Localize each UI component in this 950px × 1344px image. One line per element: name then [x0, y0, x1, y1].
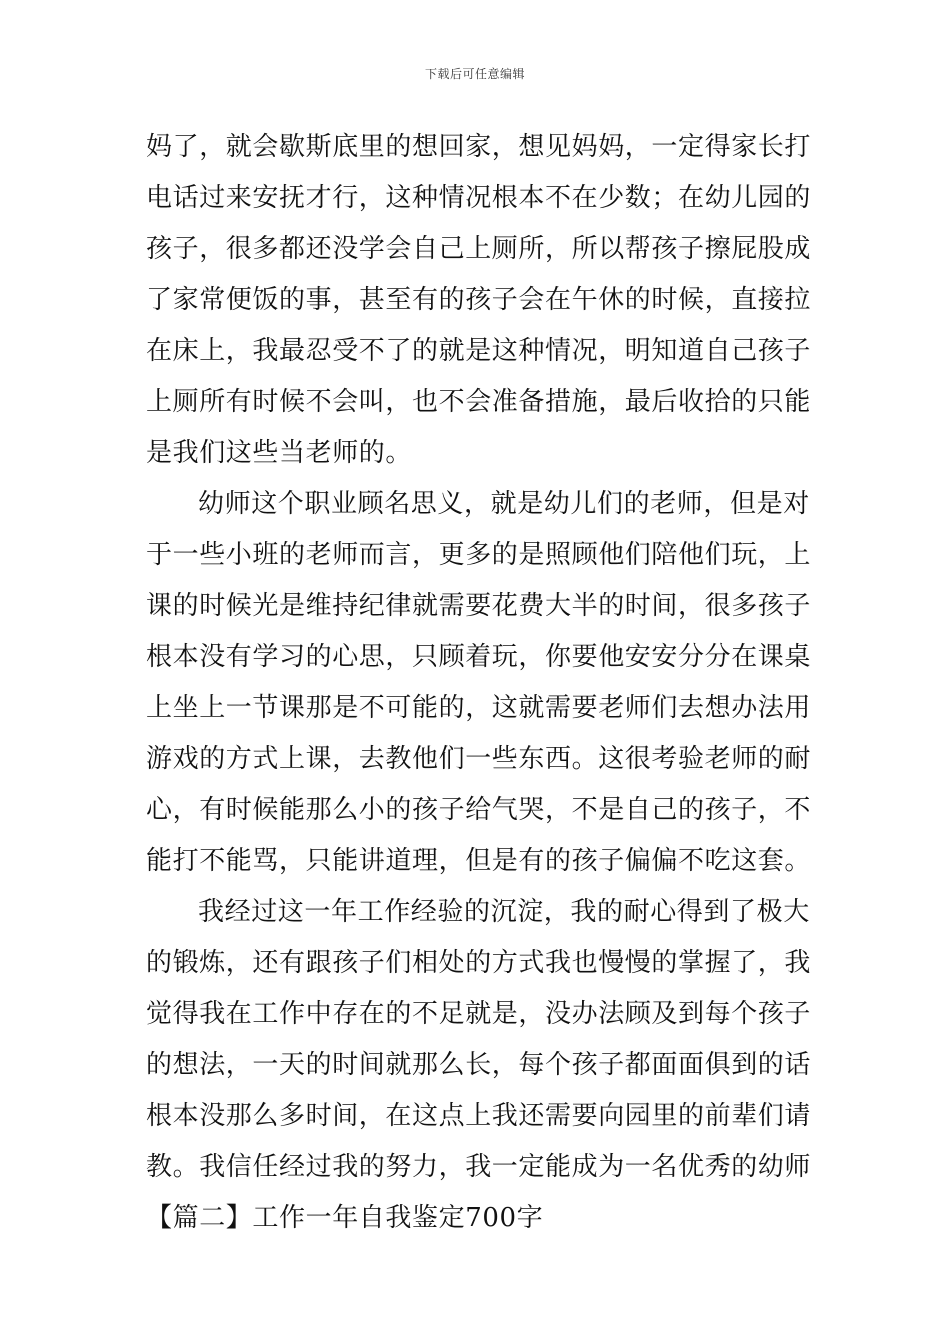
text-line: 是我们这些当老师的。 — [146, 438, 413, 468]
text-line: 电话过来安抚才行，这种情况根本不在少数；在幼儿园的 — [146, 183, 812, 213]
page-header: 下载后可任意编辑 — [424, 67, 525, 81]
text-line: 教。我信任经过我的努力，我一定能成为一名优秀的幼师 — [146, 1152, 812, 1182]
text-line: 上坐上一节课那是不可能的，这就需要老师们去想办法用 — [146, 693, 812, 723]
text-line: 觉得我在工作中存在的不足就是，没办法顾及到每个孩子 — [146, 999, 812, 1029]
paragraph-start-line: 我经过这一年工作经验的沉淀，我的耐心得到了极大 — [198, 897, 810, 927]
text-line: 妈了，就会歇斯底里的想回家，想见妈妈，一定得家长打 — [146, 132, 812, 162]
text-line: 在床上，我最忍受不了的就是这种情况，明知道自己孩子 — [146, 336, 812, 366]
paragraph-start-line: 幼师这个职业顾名思义，就是幼儿们的老师，但是对 — [198, 489, 810, 519]
section-heading: 【篇二】工作一年自我鉴定700字 — [146, 1203, 544, 1233]
text-line: 课的时候光是维持纪律就需要花费大半的时间，很多孩子 — [146, 591, 812, 621]
text-line: 根本没有学习的心思，只顾着玩，你要他安安分分在课桌 — [146, 642, 812, 672]
text-line: 根本没那么多时间，在这点上我还需要向园里的前辈们请 — [146, 1101, 812, 1131]
text-line: 游戏的方式上课，去教他们一些东西。这很考验老师的耐 — [146, 744, 812, 774]
text-line: 的锻炼，还有跟孩子们相处的方式我也慢慢的掌握了，我 — [146, 948, 812, 978]
text-line: 能打不能骂，只能讲道理，但是有的孩子偏偏不吃这套。 — [146, 846, 812, 876]
text-line: 上厕所有时候不会叫，也不会准备措施，最后收拾的只能 — [146, 387, 812, 417]
text-line: 了家常便饭的事，甚至有的孩子会在午休的时候，直接拉 — [146, 285, 812, 315]
document-body — [146, 122, 816, 1244]
text-line: 的想法，一天的时间就那么长，每个孩子都面面俱到的话 — [146, 1050, 812, 1080]
text-line: 孩子，很多都还没学会自己上厕所，所以帮孩子擦屁股成 — [146, 234, 812, 264]
text-line: 于一些小班的老师而言，更多的是照顾他们陪他们玩，上 — [146, 540, 812, 570]
text-line: 心，有时候能那么小的孩子给气哭，不是自己的孩子，不 — [146, 795, 812, 825]
